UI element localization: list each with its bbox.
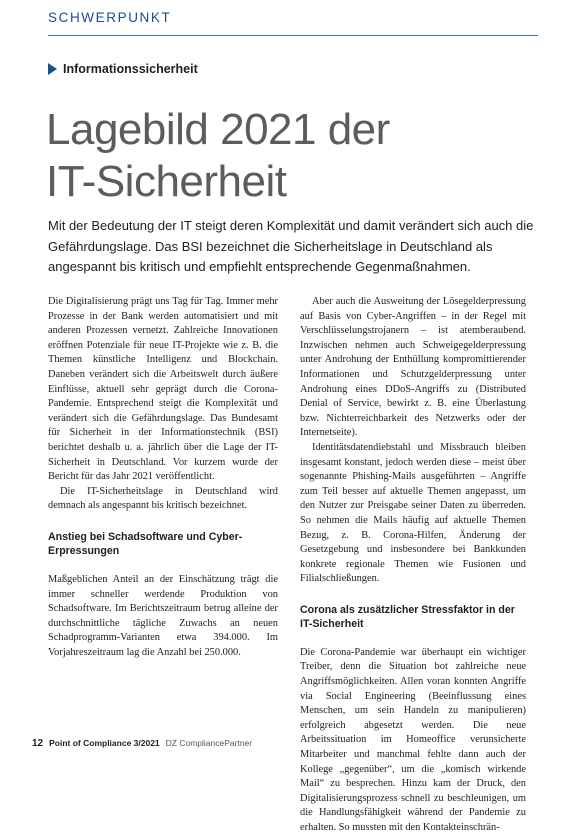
- left-paragraph-3: Maßgeblichen Anteil an der Einschätzung trägt die immer schneller werdende Produktion von Schadsoftware. Im Berichtszeitraum betrug alleine der durchschnittliche tägliche Zuwachs an neuen Schadprogramm-Varianten etwa 394.000. Im Vorjahreszeitraum lag die Anzahl bei 250.000.: [48, 573, 278, 658]
- right-subheading: Corona als zusätzlicher Stressfaktor in der IT-Sicherheit: [300, 603, 515, 631]
- page-number: 12: [32, 738, 44, 749]
- page-title: [46, 104, 546, 208]
- right-column: [300, 295, 526, 836]
- left-paragraph-2: Die IT-Sicherheitslage in Deutschland wird demnach als angespannt bis kritisch bezeichnet.: [48, 485, 278, 512]
- kicker: [48, 62, 198, 76]
- right-paragraph-3: Die Corona-Pandemie war überhaupt ein wichtiger Treiber, denn die Situation bot zahlreiche neue Angriffsmöglichkeiten. Allen voran konnten Angriffe via Social Engineering (Beeinflussung eines Menschen, um sein Handeln zu manipulieren) erfolgreich abgesetzt werden. Die neue Arbeitssituation im Homeoffice verunsicherte Mitarbeiter und manchmal fehlte dann auch der Kollege „gegenüber“, um die „komisch wirkende Mail“ zu besprechen. Hinzu kam der Druck, den Digitalisierungsprozess schnell zu beschleunigen, um die Handlungsfähigkeit während der Pandemie zu erhalten. So mussten mit den Kontakteinschrän-: [300, 646, 526, 833]
- title-line-2: IT-Sicherheit: [46, 157, 287, 206]
- section-label: SCHWERPUNKT: [48, 10, 172, 25]
- magazine-issue: Point of Compliance 3/2021: [49, 738, 160, 748]
- left-paragraph-1: Die Digitalisierung prägt uns Tag für Tag. Immer mehr Prozesse in der Bank werden automatisiert und mit anderen Prozessen vernetzt. Zahlreiche Innovationen eröffnen Potenziale für neue IT-Projekte wie z. B. die Themen künstliche Intelligenz und Blockchain. Daneben verändert sich die Arbeitswelt durch äußere Einflüsse, aktuell sehr geprägt durch die Corona-Pandemie. Entsprechend steigt die Komplexität und verändert sich die Gefährdungslage. Das Bundesamt für Sicherheit in der Informationstechnik (BSI) berichtet deshalb u. a. jährlich über die Lage der IT-Sicherheit in Deutschland. Vor kurzem wurde der Bericht für das Jahr 2021 veröffentlicht.: [48, 296, 278, 483]
- right-paragraph-1: Aber auch die Ausweitung der Lösegelderpressung auf Basis von Cyber-Angriffen – in der Regel mit Verschlüsselungstrojanern – ist atemberaubend. Inzwischen nehmen auch Schweigegelderpressung unter Androhung der Enthüllung kompromittierender Informationen und Schutzgelderpressung unter Androhung eines DDoS-Angriffs zu (Distributed Denial of Service, bewirkt z. B. eine Überlastung bzw. Nichterreichbarkeit des Netzwerks oder der Internetseite).: [300, 296, 526, 439]
- title-line-1: Lagebild 2021 der: [46, 105, 390, 154]
- kicker-text: Informationssicherheit: [63, 62, 198, 76]
- left-subheading: Anstieg bei Schadsoftware und Cyber-Erpressungen: [48, 530, 243, 558]
- triangle-right-icon: [48, 63, 57, 75]
- page-footer: [32, 738, 252, 749]
- left-column: [48, 295, 278, 660]
- publisher-name: DZ CompliancePartner: [165, 738, 253, 748]
- lead-paragraph: Mit der Bedeutung der IT steigt deren Komplexität und damit verändert sich auch die Gefährdungslage. Das BSI bezeichnet die Sicherheitslage in Deutschland als angespannt bis kritisch und empfiehlt entsprechende Gegenmaßnahmen.: [48, 218, 534, 274]
- section-divider: [48, 35, 538, 36]
- right-paragraph-2: Identitätsdatendiebstahl und Missbrauch bleiben insgesamt konstant, jedoch werden diese – meist über sogenannte Phishing-Mails ausgeführten – Angriffe zum Teil besser auf aktuelle Themen angepasst, um den Nutzer zur Preisgabe seiner Daten zu überreden. So nehmen die Mails häufig auf aktuelle Themen Bezug, z. B. Corona-Hilfen, Änderung der Gesetzgebung und insbesondere bei Bankkunden konkrete regionale Themen wie Fusionen und Filialschließungen.: [300, 441, 526, 585]
